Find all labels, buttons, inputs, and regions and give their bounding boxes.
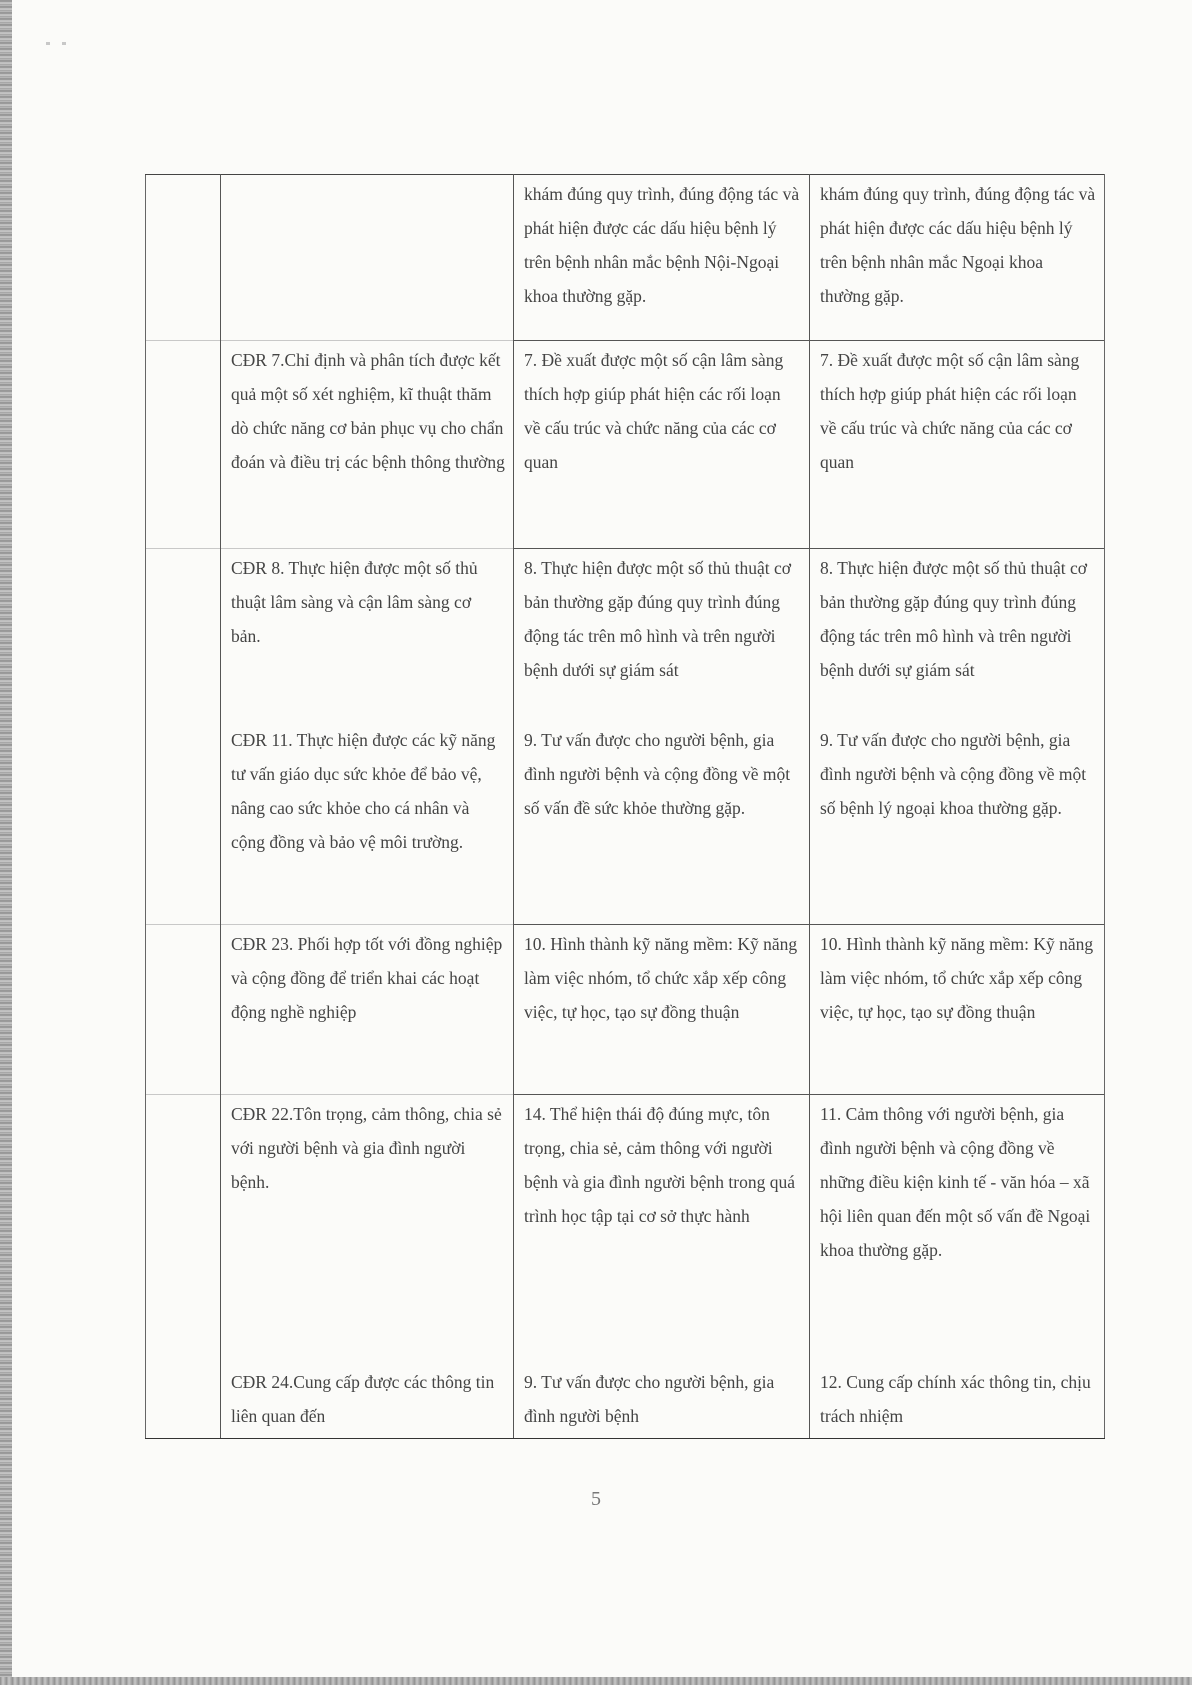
table-row xyxy=(146,1363,1105,1439)
scan-specks xyxy=(40,38,90,60)
table-row xyxy=(146,721,1105,925)
table-row xyxy=(146,341,1105,549)
empty-left-cell xyxy=(146,1363,221,1439)
program-outcome-cell: CĐR 22.Tôn trọng, cảm thông, chia sẻ với người bệnh và gia đình người bệnh. xyxy=(221,1095,514,1363)
program-outcome-cell: CĐR 11. Thực hiện được các kỹ năng tư vấn giáo dục sức khỏe để bảo vệ, nâng cao sức khỏe cho cá nhân và cộng đồng và bảo vệ môi trường. xyxy=(221,721,514,925)
module-outcome-cell: khám đúng quy trình, đúng động tác và phát hiện được các dấu hiệu bệnh lý trên bệnh nhân mắc bệnh Nội-Ngoại khoa thường gặp. xyxy=(514,175,810,341)
module-outcome-cell: 9. Tư vấn được cho người bệnh, gia đình người bệnh và cộng đồng về một số vấn đề sức khỏe thường gặp. xyxy=(514,721,810,925)
module-outcome-cell: 10. Hình thành kỹ năng mềm: Kỹ năng làm việc nhóm, tổ chức xắp xếp công việc, tự học, tạo sự đồng thuận xyxy=(514,925,810,1095)
scan-edge-bottom xyxy=(0,1677,1192,1685)
program-outcome-cell: CĐR 7.Chỉ định và phân tích được kết quả một số xét nghiệm, kĩ thuật thăm dò chức năng cơ bản phục vụ cho chẩn đoán và điều trị các bệnh thông thường xyxy=(221,341,514,549)
program-outcome-cell: CĐR 23. Phối hợp tốt với đồng nghiệp và cộng đồng để triển khai các hoạt động nghề nghiệp xyxy=(221,925,514,1095)
table-row xyxy=(146,549,1105,721)
table-row xyxy=(146,175,1105,341)
course-outcome-cell: 8. Thực hiện được một số thủ thuật cơ bản thường gặp đúng quy trình đúng động tác trên mô hình và trên người bệnh dưới sự giám sát xyxy=(810,549,1105,721)
empty-left-cell xyxy=(146,925,221,1095)
course-outcome-cell: 11. Cảm thông với người bệnh, gia đình người bệnh và cộng đồng về những điều kiện kinh tế - văn hóa – xã hội liên quan đến một số vấn đề Ngoại khoa thường gặp. xyxy=(810,1095,1105,1363)
course-outcome-cell: 12. Cung cấp chính xác thông tin, chịu trách nhiệm xyxy=(810,1363,1105,1439)
course-outcome-cell: 9. Tư vấn được cho người bệnh, gia đình người bệnh và cộng đồng về một số bệnh lý ngoại khoa thường gặp. xyxy=(810,721,1105,925)
module-outcome-cell: 14. Thể hiện thái độ đúng mực, tôn trọng, chia sẻ, cảm thông với người bệnh và gia đình người bệnh trong quá trình học tập tại cơ sở thực hành xyxy=(514,1095,810,1363)
course-outcome-cell: 7. Đề xuất được một số cận lâm sàng thích hợp giúp phát hiện các rối loạn về cấu trúc và chức năng của các cơ quan xyxy=(810,341,1105,549)
empty-left-cell xyxy=(146,721,221,925)
program-outcome-cell xyxy=(221,175,514,341)
module-outcome-cell: 7. Đề xuất được một số cận lâm sàng thích hợp giúp phát hiện các rối loạn về cấu trúc và chức năng của các cơ quan xyxy=(514,341,810,549)
course-outcome-cell: khám đúng quy trình, đúng động tác và phát hiện được các dấu hiệu bệnh lý trên bệnh nhân mắc Ngoại khoa thường gặp. xyxy=(810,175,1105,341)
outcomes-table-container xyxy=(145,174,1096,1438)
page-number: 5 xyxy=(591,1488,601,1510)
empty-left-cell xyxy=(146,341,221,549)
program-outcome-cell: CĐR 24.Cung cấp được các thông tin liên quan đến xyxy=(221,1363,514,1439)
table-row xyxy=(146,925,1105,1095)
course-outcome-cell: 10. Hình thành kỹ năng mềm: Kỹ năng làm việc nhóm, tổ chức xắp xếp công việc, tự học, tạo sự đồng thuận xyxy=(810,925,1105,1095)
module-outcome-cell: 8. Thực hiện được một số thủ thuật cơ bản thường gặp đúng quy trình đúng động tác trên mô hình và trên người bệnh dưới sự giám sát xyxy=(514,549,810,721)
module-outcome-cell: 9. Tư vấn được cho người bệnh, gia đình người bệnh xyxy=(514,1363,810,1439)
program-outcome-cell: CĐR 8. Thực hiện được một số thủ thuật lâm sàng và cận lâm sàng cơ bản. xyxy=(221,549,514,721)
learning-outcomes-table xyxy=(145,174,1105,1439)
scan-edge-left xyxy=(0,0,12,1685)
table-row xyxy=(146,1095,1105,1363)
empty-left-cell xyxy=(146,175,221,341)
empty-left-cell xyxy=(146,549,221,721)
empty-left-cell xyxy=(146,1095,221,1363)
